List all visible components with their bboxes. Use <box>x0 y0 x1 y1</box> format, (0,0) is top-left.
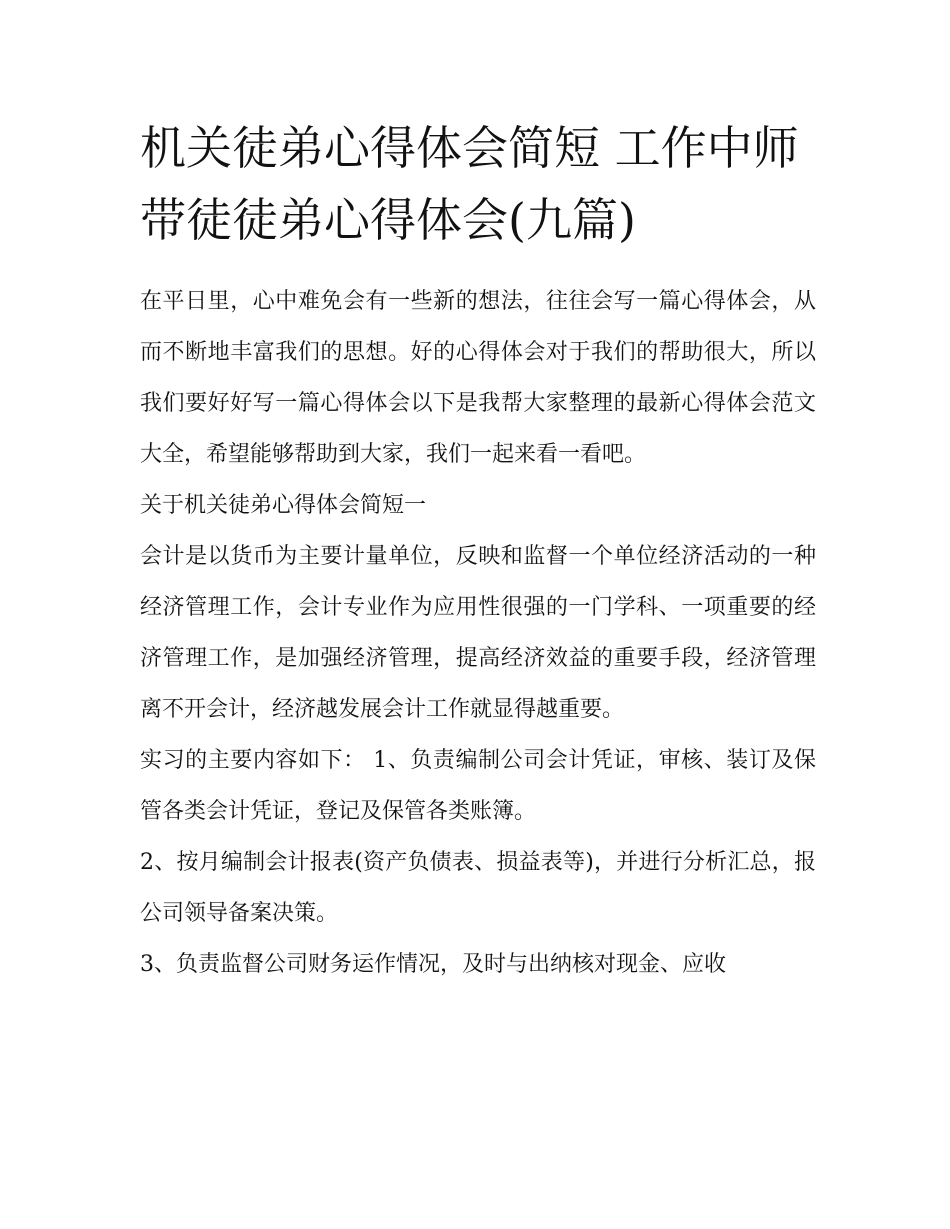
document-body <box>140 276 816 990</box>
section-heading: 关于机关徒弟心得体会简短一 <box>140 493 427 518</box>
list-item-2: 2、按月编制会计报表(资产负债表、损益表等)，并进行分析汇总，报公司领导备案决策。 <box>140 850 816 926</box>
intro-paragraph: 在平日里，心中难免会有一些新的想法，往往会写一篇心得体会，从而不断地丰富我们的思想。好的心得体会对于我们的帮助很大，所以我们要好好写一篇心得体会以下是我帮大家整理的最新心得体会范文大全，希望能够帮助到大家，我们一起来看一看吧。 <box>140 289 816 467</box>
document-title: 机关徒弟心得体会简短 工作中师带徒徒弟心得体会(九篇) <box>140 121 799 247</box>
accounting-paragraph: 会计是以货币为主要计量单位，反映和监督一个单位经济活动的一种经济管理工作，会计专业作为应用性很强的一门学科、一项重要的经济管理工作，是加强经济管理，提高经济效益的重要手段，经济管理离不开会计，经济越发展会计工作就显得越重要。 <box>140 544 816 722</box>
list-item-3: 3、负责监督公司财务运作情况，及时与出纳核对现金、应收 <box>140 952 726 977</box>
internship-paragraph: 实习的主要内容如下： 1、负责编制公司会计凭证，审核、装订及保管各类会计凭证，登记及保管各类账簿。 <box>140 748 816 824</box>
